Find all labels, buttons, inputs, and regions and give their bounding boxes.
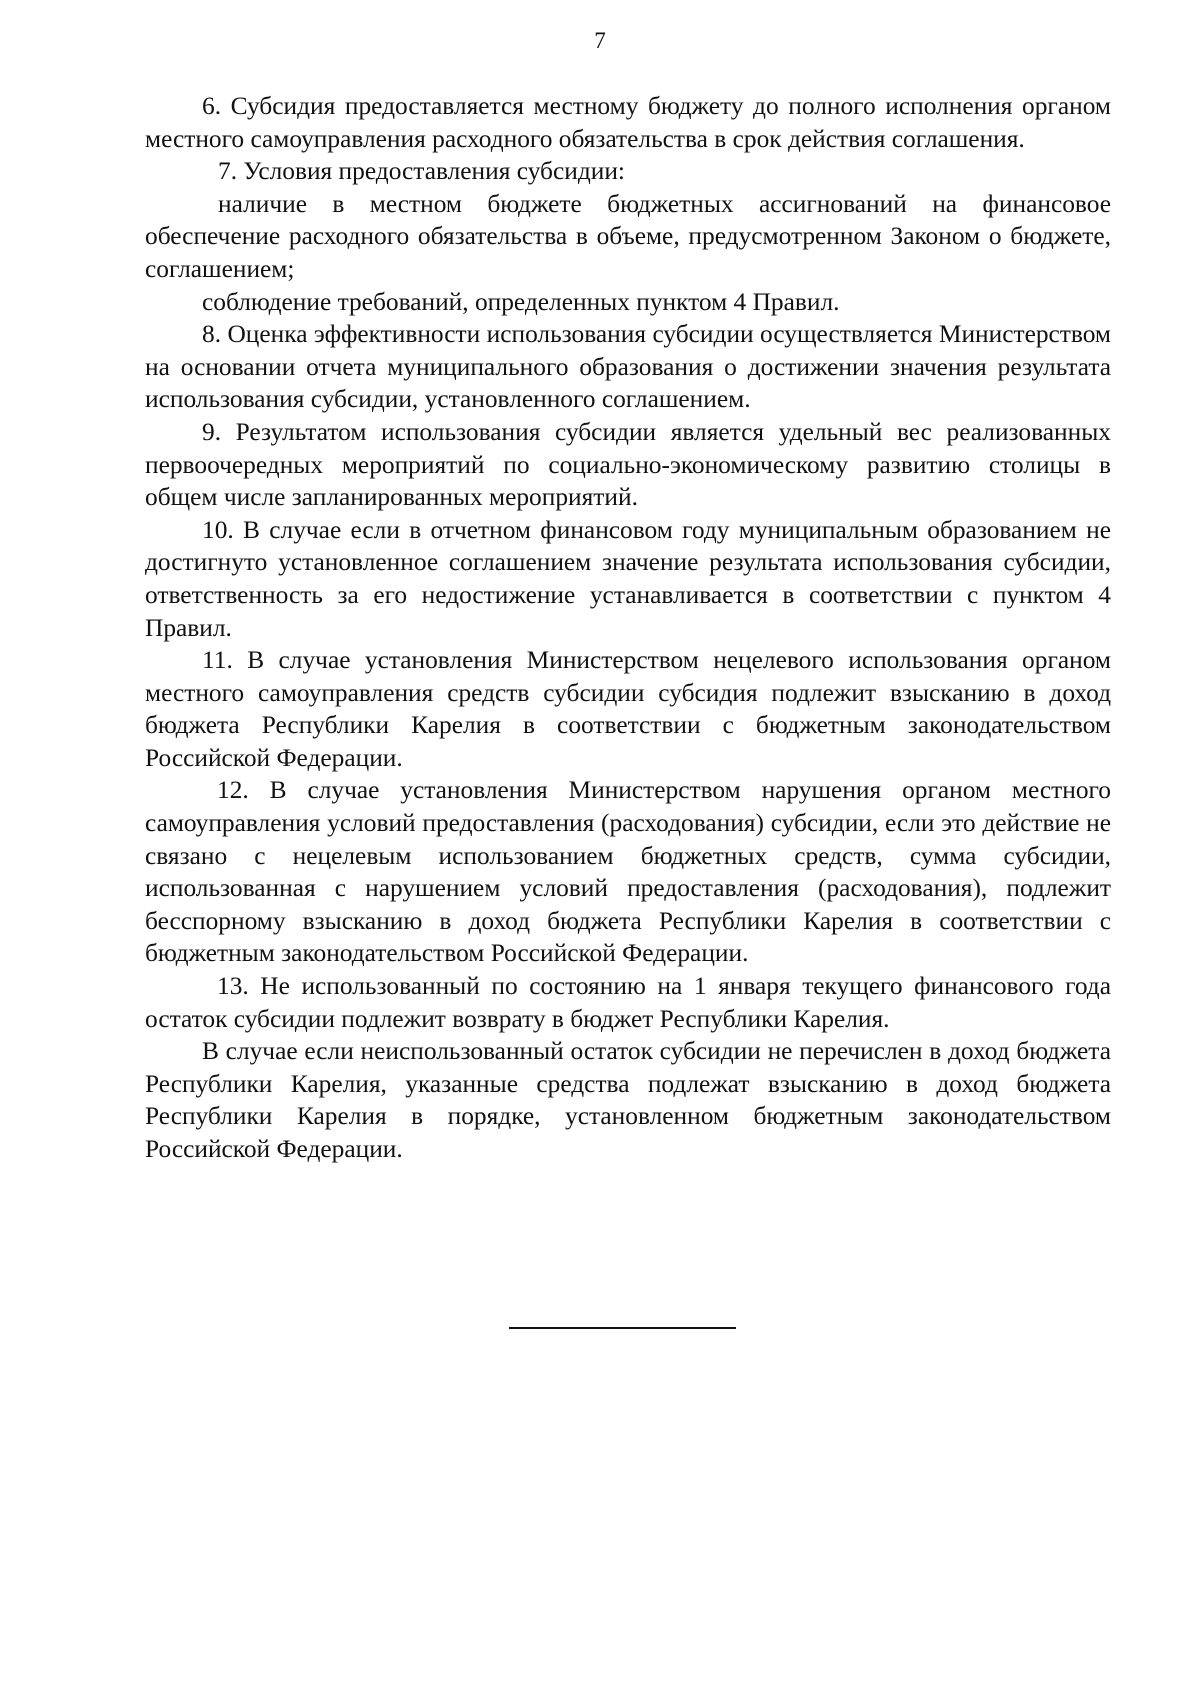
paragraph-9: 9. Результатом использования субсидии является удельный вес реализованных первоочередных мероприятий по социально-экономическому развитию столицы в общем числе запланированных мероприятий. (145, 417, 1111, 512)
closing-rule (509, 1327, 736, 1329)
document-body (145, 90, 1111, 1166)
paragraph-6: 6. Субсидия предоставляется местному бюджету до полного исполнения органом местного самоуправления расходного обязательства в срок действия соглашения. (145, 92, 1111, 153)
paragraph-11: 11. В случае установления Министерством нецелевого использования органом местного самоуправления средств субсидии субсидия подлежит взысканию в доход бюджета Республики Карелия в соответствии с бюджетным законодательством Российской Федерации. (145, 646, 1111, 772)
paragraph-13: 13. Не использованный по состоянию на 1 января текущего финансового года остаток субсидии подлежит возврату в бюджет Республики Карелия. (145, 972, 1111, 1033)
paragraph-7: 7. Условия предоставления субсидии: (218, 157, 625, 186)
paragraph-12: 12. В случае установления Министерством нарушения органом местного самоуправления условий предоставления (расходования) субсидии, если это действие не связано с нецелевым использованием бюджетных средств, сумма субсидии, использованная с нарушением условий предоставления (расходования), подлежит бесспорному взысканию в доход бюджета Республики Карелия в соответствии с бюджетным законодательством Российской Федерации. (145, 776, 1111, 968)
paragraph-10: 10. В случае если в отчетном финансовом году муниципальным образованием не достигнуто установленное соглашением значение результата использования субсидии, ответственность за его недостижение устанавливается в соответствии с пунктом 4 Правил. (145, 515, 1111, 642)
paragraph-13-continuation: В случае если неиспользованный остаток субсидии не перечислен в доход бюджета Республики Карелия, указанные средства подлежат взысканию в доход бюджета Республики Карелия в порядке, установленном бюджетным законодательством Российской Федерации. (145, 1037, 1111, 1163)
paragraph-7-condition-2: соблюдение требований, определенных пунктом 4 Правил. (202, 287, 840, 316)
paragraph-8: 8. Оценка эффективности использования субсидии осуществляется Министерством на основании отчета муниципального образования о достижении значения результата использования субсидии, установленного соглашением. (145, 320, 1111, 414)
paragraph-7-condition-1: наличие в местном бюджете бюджетных ассигнований на финансовое обеспечение расходного обязательства в объеме, предусмотренном Законом о бюджете, соглашением; (145, 189, 1111, 283)
page-number: 7 (594, 28, 606, 53)
